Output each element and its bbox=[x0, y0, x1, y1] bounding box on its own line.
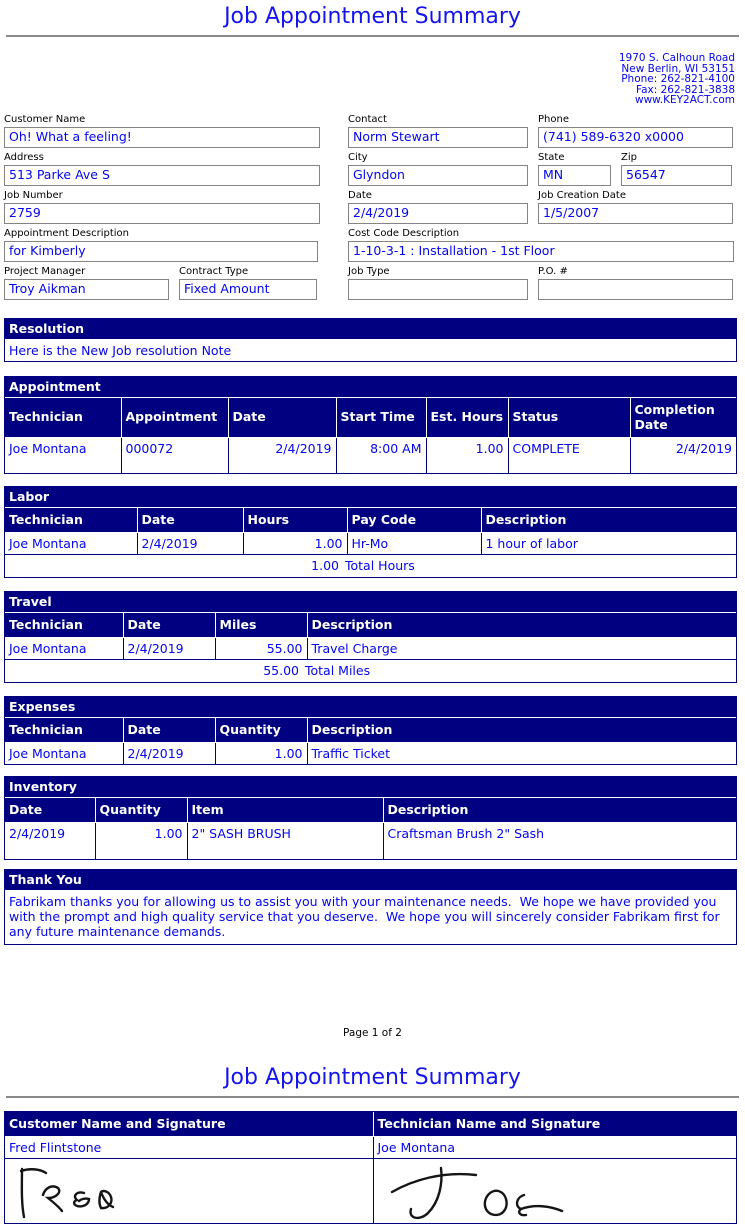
travel-date: 2/4/2019 bbox=[123, 638, 215, 660]
expenses-col-technician: Technician bbox=[5, 718, 123, 743]
appointment-technician: Joe Montana bbox=[5, 437, 121, 473]
company-fax: Fax: 262-821-3838 bbox=[636, 83, 735, 96]
state-label: State bbox=[538, 151, 565, 163]
thank-you-section bbox=[4, 869, 737, 945]
field-job-type bbox=[348, 266, 528, 300]
signature-header-row bbox=[5, 1112, 736, 1137]
page-title: Job Appointment Summary bbox=[224, 4, 521, 29]
field-state bbox=[538, 152, 611, 186]
labor-date: 2/4/2019 bbox=[137, 533, 243, 555]
expenses-quantity: 1.00 bbox=[215, 743, 307, 765]
technician-signature-name: Joe Montana bbox=[373, 1136, 736, 1158]
signature-name-row bbox=[5, 1136, 736, 1158]
thank-you-section-title: Thank You bbox=[5, 870, 736, 891]
labor-col-date: Date bbox=[137, 508, 243, 533]
expenses-technician: Joe Montana bbox=[5, 743, 123, 765]
technician-signature-drawing bbox=[378, 1162, 733, 1220]
expenses-section bbox=[4, 696, 737, 765]
labor-total-hours-value: 1.00 bbox=[311, 558, 339, 574]
company-address-line1: 1970 S. Calhoun Road bbox=[618, 52, 735, 64]
field-project-manager bbox=[4, 266, 169, 300]
contract-type-value: Fixed Amount bbox=[179, 279, 317, 300]
field-row-3 bbox=[4, 190, 745, 224]
field-row-1 bbox=[4, 114, 745, 148]
appointment-col-est-hours: Est. Hours bbox=[426, 398, 508, 438]
signature-table bbox=[5, 1112, 736, 1223]
field-zip bbox=[621, 152, 732, 186]
expenses-section-title: Expenses bbox=[5, 697, 736, 718]
page2-title: Job Appointment Summary bbox=[224, 1064, 521, 1090]
signature-strokes-row bbox=[5, 1158, 736, 1223]
appointment-description-label: Appointment Description bbox=[4, 227, 129, 239]
contact-label: Contact bbox=[348, 113, 387, 125]
inventory-date: 2/4/2019 bbox=[5, 823, 95, 859]
customer-name-value: Oh! What a feeling! bbox=[4, 127, 320, 148]
expenses-col-quantity: Quantity bbox=[215, 718, 307, 743]
travel-total-miles-label: Total Miles bbox=[305, 663, 371, 679]
po-number-label: P.O. # bbox=[538, 265, 568, 277]
field-phone bbox=[538, 114, 733, 148]
expenses-header-row bbox=[5, 718, 736, 743]
contract-type-label: Contract Type bbox=[179, 265, 249, 277]
job-creation-date-label: Job Creation Date bbox=[538, 189, 626, 201]
expenses-col-description: Description bbox=[307, 718, 736, 743]
labor-header-row bbox=[5, 508, 736, 533]
appointment-description-value: for Kimberly bbox=[4, 241, 318, 262]
city-value: Glyndon bbox=[348, 165, 528, 186]
page-number: Page 1 of 2 bbox=[343, 1026, 402, 1039]
field-row-5 bbox=[4, 266, 745, 300]
labor-col-description: Description bbox=[481, 508, 736, 533]
customer-signature-cell bbox=[5, 1158, 373, 1223]
inventory-col-description: Description bbox=[383, 798, 736, 823]
field-row-2 bbox=[4, 152, 745, 186]
title-divider bbox=[6, 35, 739, 37]
travel-section bbox=[4, 591, 737, 683]
signature-section bbox=[4, 1111, 737, 1224]
field-appointment-description bbox=[4, 228, 318, 262]
field-po-number bbox=[538, 266, 733, 300]
travel-description: Travel Charge bbox=[307, 638, 736, 660]
state-value: MN bbox=[538, 165, 611, 186]
company-website: www.KEY2ACT.com bbox=[634, 94, 735, 107]
resolution-section-title: Resolution bbox=[5, 319, 736, 340]
field-address bbox=[4, 152, 320, 186]
travel-header-row bbox=[5, 613, 736, 638]
resolution-section bbox=[4, 318, 737, 362]
project-manager-label: Project Manager bbox=[4, 265, 86, 277]
labor-data-row bbox=[5, 533, 736, 555]
date-label: Date bbox=[348, 189, 372, 201]
technician-signature-header: Technician Name and Signature bbox=[373, 1112, 736, 1137]
inventory-section-title: Inventory bbox=[5, 777, 736, 798]
appointment-col-date: Date bbox=[228, 398, 336, 438]
inventory-data-row bbox=[5, 823, 736, 859]
expenses-data-row bbox=[5, 743, 736, 765]
customer-signature-name: Fred Flintstone bbox=[5, 1136, 373, 1158]
labor-section bbox=[4, 486, 737, 578]
phone-value: (741) 589-6320 x0000 bbox=[538, 127, 733, 148]
thank-you-message: Fabrikam thanks you for allowing us to assist you with your maintenance needs. We hope we have provided you with the prompt and high quality service that you deserve. We hope you will sincerely consider Fabrikam first for any future maintenance demands. bbox=[5, 891, 736, 944]
travel-col-technician: Technician bbox=[5, 613, 123, 638]
travel-col-date: Date bbox=[123, 613, 215, 638]
inventory-col-date: Date bbox=[5, 798, 95, 823]
appointment-table bbox=[5, 398, 736, 474]
zip-value: 56547 bbox=[621, 165, 732, 186]
expenses-date: 2/4/2019 bbox=[123, 743, 215, 765]
labor-col-hours: Hours bbox=[243, 508, 347, 533]
field-contract-type bbox=[179, 266, 317, 300]
travel-total-row bbox=[5, 660, 736, 683]
travel-table bbox=[5, 613, 736, 682]
appointment-date: 2/4/2019 bbox=[228, 437, 336, 473]
labor-col-technician: Technician bbox=[5, 508, 137, 533]
job-type-value bbox=[348, 279, 528, 300]
project-manager-value: Troy Aikman bbox=[4, 279, 169, 300]
inventory-quantity: 1.00 bbox=[95, 823, 187, 859]
appointment-start-time: 8:00 AM bbox=[336, 437, 426, 473]
expenses-description: Traffic Ticket bbox=[307, 743, 736, 765]
travel-technician: Joe Montana bbox=[5, 638, 123, 660]
field-job-number bbox=[4, 190, 320, 224]
job-type-label: Job Type bbox=[348, 265, 390, 277]
appointment-col-technician: Technician bbox=[5, 398, 121, 438]
inventory-col-quantity: Quantity bbox=[95, 798, 187, 823]
technician-signature-cell bbox=[373, 1158, 736, 1223]
appointment-col-start-time: Start Time bbox=[336, 398, 426, 438]
field-cost-code-description bbox=[348, 228, 734, 262]
appointment-data-row bbox=[5, 437, 736, 473]
inventory-section bbox=[4, 776, 737, 860]
labor-description: 1 hour of labor bbox=[481, 533, 736, 555]
expenses-col-date: Date bbox=[123, 718, 215, 743]
labor-table bbox=[5, 508, 736, 577]
city-label: City bbox=[348, 151, 368, 163]
appointment-section bbox=[4, 376, 737, 475]
date-value: 2/4/2019 bbox=[348, 203, 528, 224]
appointment-completion-date: 2/4/2019 bbox=[630, 437, 736, 473]
labor-pay-code: Hr-Mo bbox=[347, 533, 481, 555]
inventory-item: 2" SASH BRUSH bbox=[187, 823, 383, 859]
labor-total-hours-label: Total Hours bbox=[345, 558, 415, 574]
travel-col-description: Description bbox=[307, 613, 736, 638]
report-page bbox=[0, 4, 745, 1204]
contact-value: Norm Stewart bbox=[348, 127, 528, 148]
inventory-header-row bbox=[5, 798, 736, 823]
travel-col-miles: Miles bbox=[215, 613, 307, 638]
customer-signature-drawing bbox=[9, 1162, 364, 1220]
labor-technician: Joe Montana bbox=[5, 533, 137, 555]
appointment-section-title: Appointment bbox=[5, 377, 736, 398]
inventory-table bbox=[5, 798, 736, 859]
travel-data-row bbox=[5, 638, 736, 660]
job-creation-date-value: 1/5/2007 bbox=[538, 203, 733, 224]
job-number-value: 2759 bbox=[4, 203, 320, 224]
labor-total-row bbox=[5, 555, 736, 578]
company-address-line2: New Berlin, WI 53151 bbox=[621, 62, 735, 75]
field-city bbox=[348, 152, 528, 186]
resolution-note: Here is the New Job resolution Note bbox=[5, 340, 736, 361]
company-address-block bbox=[0, 53, 735, 106]
customer-name-label: Customer Name bbox=[4, 113, 86, 125]
cost-code-description-value: 1-10-3-1 : Installation - 1st Floor bbox=[348, 241, 734, 262]
labor-col-pay-code: Pay Code bbox=[347, 508, 481, 533]
job-number-label: Job Number bbox=[4, 189, 63, 201]
labor-section-title: Labor bbox=[5, 487, 736, 508]
expenses-table bbox=[5, 718, 736, 764]
inventory-col-item: Item bbox=[187, 798, 383, 823]
field-grid bbox=[4, 114, 745, 300]
travel-miles: 55.00 bbox=[215, 638, 307, 660]
appointment-col-appointment: Appointment bbox=[121, 398, 228, 438]
labor-hours: 1.00 bbox=[243, 533, 347, 555]
field-customer-name bbox=[4, 114, 320, 148]
address-value: 513 Parke Ave S bbox=[4, 165, 320, 186]
field-job-creation-date bbox=[538, 190, 733, 224]
appointment-col-status: Status bbox=[508, 398, 630, 438]
address-label: Address bbox=[4, 151, 44, 163]
travel-total-miles-value: 55.00 bbox=[263, 663, 299, 679]
appointment-header-row bbox=[5, 398, 736, 438]
appointment-number: 000072 bbox=[121, 437, 228, 473]
po-number-value bbox=[538, 279, 733, 300]
appointment-status: COMPLETE bbox=[508, 437, 630, 473]
cost-code-description-label: Cost Code Description bbox=[348, 227, 460, 239]
appointment-est-hours: 1.00 bbox=[426, 437, 508, 473]
appointment-col-completion-date: Completion Date bbox=[630, 398, 736, 438]
field-row-4 bbox=[4, 228, 745, 262]
zip-label: Zip bbox=[621, 151, 637, 163]
customer-signature-header: Customer Name and Signature bbox=[5, 1112, 373, 1137]
field-date bbox=[348, 190, 528, 224]
travel-section-title: Travel bbox=[5, 592, 736, 613]
phone-label: Phone bbox=[538, 113, 569, 125]
inventory-description: Craftsman Brush 2" Sash bbox=[383, 823, 736, 859]
company-phone: Phone: 262-821-4100 bbox=[621, 73, 735, 86]
field-contact bbox=[348, 114, 528, 148]
